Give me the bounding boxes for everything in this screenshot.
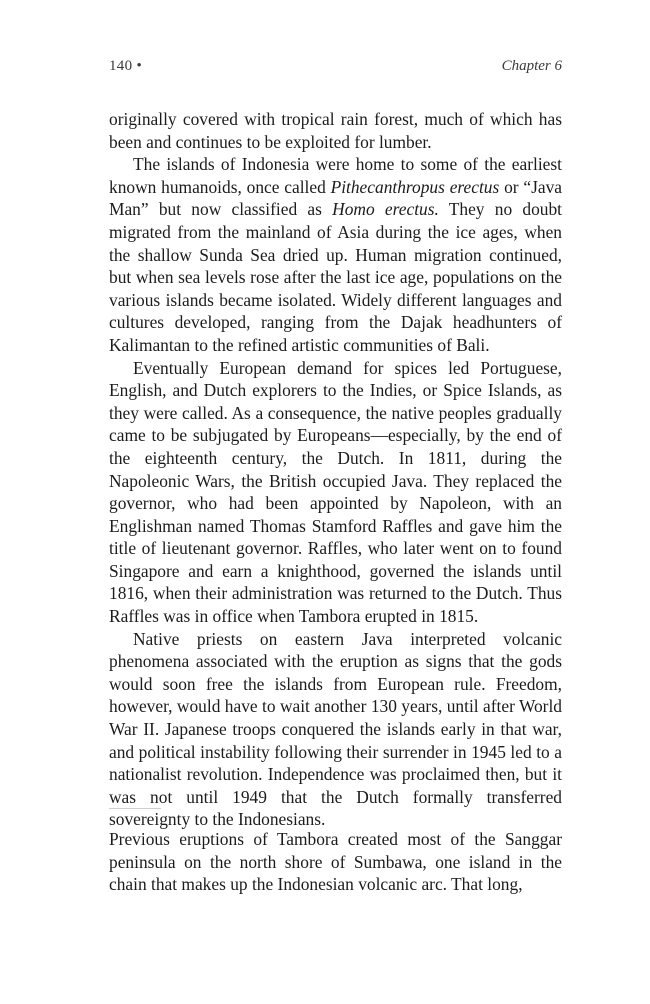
species-name-old: Pithecanthropus erectus (330, 176, 500, 197)
page-number: 140 • (109, 58, 143, 74)
body-text (109, 108, 562, 831)
paragraph-5: Previous eruptions of Tambora created most of the Sanggar peninsula on the north shore of Sumbawa, one island in the chain that makes up the Indonesian volcanic arc. That long, (109, 829, 562, 895)
species-name-new: Homo erectus. (332, 199, 439, 220)
paragraph-2-text-1: The islands of Indonesia were home to some of the earliest known humanoids, once called (109, 154, 562, 197)
paragraph-1: originally covered with tropical rain forest, much of which has been and continues to be exploited for lumber. (109, 109, 562, 152)
chapter-title: Chapter 6 (501, 58, 562, 74)
running-head (109, 58, 562, 75)
paragraph-3: Eventually European demand for spices led Portuguese, English, and Dutch explorers to the Indies, or Spice Islands, as they were called. As a consequence, the native peoples gradually came to be subjugated by Europeans—especially, by the end of the eighteenth century, the Dutch. In 1811, during the Napoleonic Wars, the British occupied Java. They replaced the governor, who had been appointed by Napoleon, with an Englishman named Thomas Stamford Raffles and gave him the title of lieutenant governor. Raffles, who later went on to found Singapore and earn a knighthood, governed the islands until 1816, when their administration was returned to the Dutch. Thus Raffles was in office when Tambora erupted in 1815. (109, 357, 562, 627)
paragraph-4: Native priests on eastern Java interpreted volcanic phenomena associated with the eruption as signs that the gods would soon free the islands from European rule. Freedom, however, would have to wait another 130 years, until after World War II. Japanese troops conquered the islands early in that war, and political instability following their surrender in 1945 led to a nationalist revolution. Independence was proclaimed then, but it was not until 1949 that the Dutch formally transferred sovereignty to the Indonesians. (109, 628, 562, 830)
section-divider (109, 808, 161, 809)
paragraph-2 (109, 153, 562, 356)
body-text-section-2 (109, 828, 562, 896)
paragraph-2-text-2: or “Java Man” but now classified as (109, 176, 562, 220)
paragraph-2-text-3: They no doubt migrated from the mainland of Asia during the ice ages, when the shallow Sunda Sea dried up. Human migration continued, but when sea levels rose after the last ice age, populations on the various islands became isolated. Widely different languages and cultures developed, ranging from the Dajak headhunters of Kalimantan to the refined artistic communities of Bali. (109, 199, 563, 355)
